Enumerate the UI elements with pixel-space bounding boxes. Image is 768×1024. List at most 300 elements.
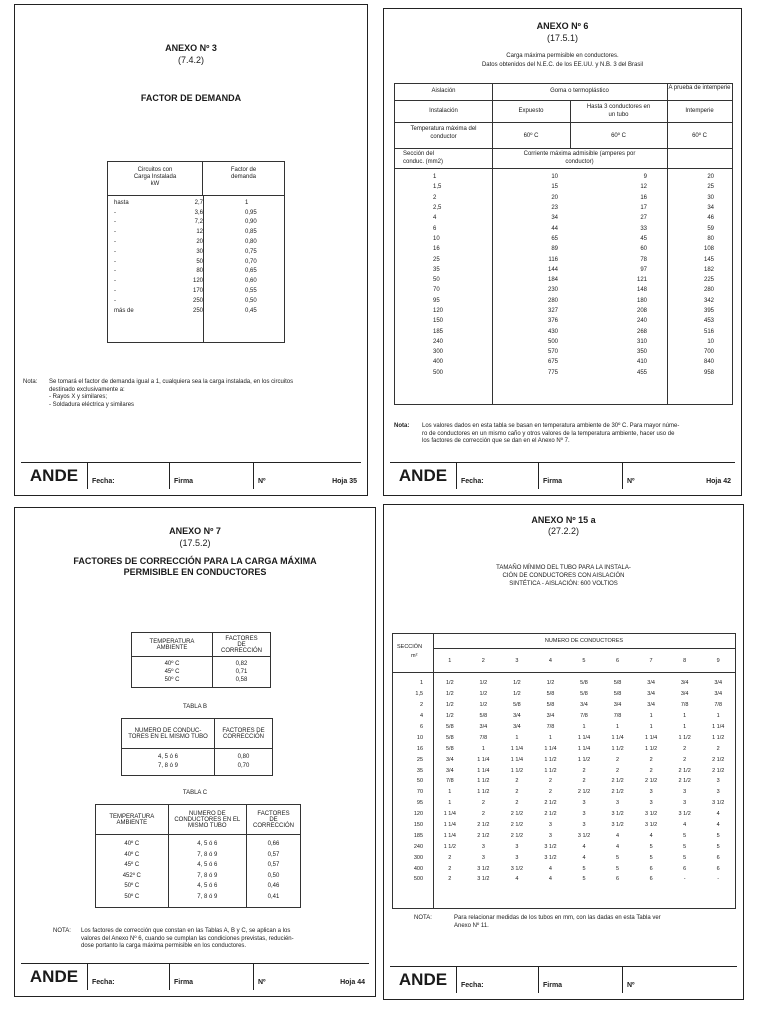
row-factor: 0,65 — [245, 268, 257, 275]
column-header: 7 — [649, 658, 653, 665]
page-footer — [390, 966, 737, 993]
row-conduit-size: 4 — [548, 876, 552, 883]
row-conduit-size: 3/4 — [647, 702, 655, 709]
row-conduit-size: 5 — [616, 854, 620, 861]
table-row — [108, 257, 284, 267]
page-description: TAMAÑO MÍNIMO DEL TUBO PARA LA INSTALA- — [496, 565, 631, 571]
table-row — [395, 265, 732, 275]
row-conduit-size: 1/2 — [445, 702, 454, 709]
column-header: 8 — [683, 658, 687, 665]
row-in-conduit: 240 — [636, 318, 647, 325]
footer-firma: Firma — [174, 478, 194, 485]
row-conduit-size: 7/8 — [546, 724, 555, 730]
row-conduit-size: 1 — [548, 734, 552, 741]
table-row — [395, 306, 732, 316]
row-load: 80 — [196, 268, 203, 275]
row-section: 185 — [413, 832, 424, 839]
row-conduit-size: 1 1/4 — [712, 724, 725, 730]
page-subtitle: FACTOR DE DEMANDA — [140, 93, 242, 103]
row-conduit-size: 2 — [716, 745, 720, 752]
row-section: 70 — [416, 789, 424, 796]
row-conduit-size: 3 — [616, 800, 620, 807]
row-conduit-size: 6 — [716, 865, 720, 872]
row-in-conduit: 60 — [640, 246, 647, 253]
row-outdoor: 280 — [703, 287, 714, 294]
row-exposed: 144 — [547, 266, 558, 273]
row-conduit-size: 3 — [481, 843, 485, 850]
table-row — [393, 743, 735, 754]
conduit-size-table — [392, 633, 736, 909]
table-row — [395, 316, 732, 326]
header-factor-line1: Factor de — [230, 167, 257, 173]
row-conduit-size: 2 1/2 — [577, 789, 591, 796]
page-description-3: SINTÉTICA - AISLACIÓN: 600 VOLTIOS — [509, 581, 618, 587]
row-conduit-size: 3 — [582, 800, 586, 807]
row-conduit-size: 3 — [582, 811, 586, 818]
note-line: Los valores dados en esta tabla se basan en temperatura ambiente de 30º C. Para mayor núme- — [422, 423, 680, 429]
table-row — [393, 852, 735, 863]
table-row — [395, 203, 732, 213]
row-conduit-size: 3 — [716, 789, 720, 796]
row-in-conduit: 16 — [640, 194, 647, 201]
page-subtitle-2: PERMISIBLE EN CONDUCTORES — [123, 567, 267, 577]
row-in-conduit: 268 — [636, 328, 647, 335]
row-conduit-size: 3 1/2 — [712, 800, 725, 807]
row-conduit-size: 3/4 — [513, 724, 521, 730]
note-block — [53, 928, 369, 951]
temp-expuesto: 60º C — [523, 133, 539, 139]
row-conduit-size: 2 1/2 — [644, 778, 658, 785]
table-c-header-temp: TEMPERATURA AMBIENTE — [96, 805, 169, 835]
table-row — [393, 754, 735, 765]
row-section: 6 — [433, 225, 437, 232]
footer-number: Nº — [258, 979, 266, 986]
table-row — [395, 213, 732, 223]
row-conduit-size: 2 — [481, 811, 485, 818]
row-factor: 0,55 — [245, 288, 257, 295]
row-exposed: 500 — [547, 338, 558, 345]
row-section: 500 — [413, 876, 424, 883]
row-conduit-size: 5 — [649, 843, 653, 850]
row-conduit-size: 3/4 — [513, 713, 521, 720]
column-header: 9 — [716, 658, 720, 665]
table-b — [121, 718, 273, 776]
row-conduit-size: 5/8 — [613, 680, 622, 687]
header-numero-conductores: NUMERO DE CONDUCTORES — [544, 638, 624, 644]
table-row — [393, 678, 735, 689]
row-section: 1 — [433, 174, 437, 181]
note-line: - Soldadura eléctrica y similares — [49, 401, 135, 408]
row-conduit-size: 3/4 — [580, 702, 588, 709]
row-conduit-size: 1 1/2 — [544, 756, 557, 763]
row-conduit-size: 3 — [548, 822, 552, 829]
row-conduit-size: 3 — [683, 789, 687, 796]
row-section: 150 — [413, 822, 424, 829]
header-aislacion: Aislación — [431, 88, 456, 94]
header-intemperie: Intemperie — [685, 108, 714, 114]
row-factor: 0,80 — [245, 239, 257, 246]
note-line: dose portanto la carga máxima permisible en los conductores. — [81, 943, 247, 949]
row-conduit-size: 1 1/4 — [644, 734, 658, 741]
row-conduit-size: 1 1/4 — [477, 767, 490, 774]
column-header: 1 — [448, 658, 452, 665]
table-row — [395, 337, 732, 347]
row-conduit-size: 2 1/2 — [544, 800, 557, 807]
row-in-conduit: 208 — [636, 308, 647, 314]
footer-fecha: Fecha: — [92, 478, 115, 485]
row-outdoor: 34 — [707, 205, 714, 212]
row-conduit-size: 6 — [683, 865, 687, 872]
note-line: Para relacionar medidas de los tubos en mm, con las dadas en esta Tabla ver — [454, 915, 661, 921]
row-conduit-size: 3 1/2 — [477, 876, 490, 883]
row-conduit-size: 1/2 — [445, 680, 454, 687]
row-conduit-size: 2 — [481, 800, 485, 807]
row-conduit-size: 2 — [515, 778, 519, 785]
row-conduit-size: 2 — [616, 756, 620, 763]
row-qualifier: - — [114, 288, 116, 295]
row-factor: 0,70 — [245, 258, 257, 265]
row-outdoor: 20 — [707, 174, 714, 181]
row-conduit-size: 2 1/2 — [510, 822, 524, 829]
table-c-value: 0,46 — [267, 883, 280, 890]
row-qualifier: más de — [114, 307, 134, 314]
row-conduit-size: 6 — [716, 854, 720, 861]
row-section: 2,5 — [433, 205, 442, 212]
row-section: 400 — [413, 865, 424, 872]
table-c-num: 7, 8 ó 9 — [197, 872, 218, 879]
row-section: 10 — [416, 734, 424, 741]
conduit-header-cols — [433, 656, 735, 667]
row-conduit-size: 1 — [481, 745, 485, 752]
row-conduit-size: 2 1/2 — [712, 767, 725, 774]
row-exposed: 15 — [551, 184, 558, 191]
row-conduit-size: 3/4 — [445, 767, 454, 774]
row-section: 2 — [419, 702, 424, 709]
row-conduit-size: 2 — [448, 865, 452, 872]
row-qualifier: - — [114, 278, 116, 285]
row-conduit-size: 4 — [515, 876, 519, 883]
row-conduit-size: 1 1/2 — [443, 843, 456, 850]
table-row — [393, 863, 735, 874]
row-factor: 0,85 — [245, 229, 257, 236]
table-c-header-factor: FACTORES DE CORRECCIÓN — [247, 805, 301, 835]
row-conduit-size: 3 — [683, 800, 687, 807]
row-conduit-size: 3 — [649, 789, 653, 796]
row-in-conduit: 350 — [636, 349, 647, 356]
row-section: 1,5 — [433, 184, 442, 191]
page-anexo-6 — [383, 8, 742, 496]
row-factor: 0,60 — [245, 278, 257, 285]
row-conduit-size: 5 — [683, 854, 687, 861]
note-block — [394, 423, 734, 446]
row-conduit-size: 5 — [582, 865, 586, 872]
row-outdoor: 59 — [707, 225, 714, 232]
table-row — [395, 244, 732, 254]
row-conduit-size: 1 1/4 — [577, 734, 591, 741]
table-row — [395, 234, 732, 244]
row-conduit-size: 2 — [448, 854, 452, 861]
header-goma: Goma o termoplástico — [550, 88, 609, 94]
table-row — [395, 223, 732, 233]
table-c — [95, 804, 301, 908]
table-row — [393, 841, 735, 852]
table-row — [108, 218, 284, 228]
row-conduit-size: 2 1/2 — [510, 811, 524, 818]
row-qualifier: - — [114, 258, 116, 265]
row-conduit-size: 5/8 — [546, 691, 555, 698]
table-c-temp: 40º C — [124, 851, 140, 858]
row-conduit-size: 2 — [515, 800, 519, 807]
row-conduit-size: 3 — [515, 843, 519, 850]
row-exposed: 184 — [547, 277, 558, 284]
row-conduit-size: 1 1/4 — [510, 756, 524, 763]
row-conduit-size: 1 1/2 — [544, 767, 557, 774]
row-exposed: 23 — [551, 205, 558, 212]
row-conduit-size: 3/4 — [680, 680, 689, 687]
row-conduit-size: 2 — [548, 789, 552, 796]
row-section: 1,5 — [415, 691, 424, 698]
row-conduit-size: 1 1/4 — [443, 832, 456, 839]
row-conduit-size: 5 — [649, 854, 653, 861]
table-row — [108, 276, 284, 286]
row-load: 250 — [192, 297, 203, 304]
header-seccion: SECCIÓN — [397, 644, 423, 650]
row-exposed: 327 — [547, 308, 558, 314]
row-conduit-size: 7/8 — [445, 778, 454, 785]
row-in-conduit: 410 — [636, 359, 647, 366]
table-row — [393, 874, 735, 885]
row-conduit-size: 2 1/2 — [712, 756, 725, 763]
row-conduit-size: 5/8 — [513, 702, 521, 709]
temp-intemperie: 60º C — [692, 133, 707, 139]
row-conduit-size: 1 1/4 — [477, 756, 490, 763]
header-circuits-line1: Circuitos con — [137, 167, 173, 173]
table-a-value: 0,58 — [235, 677, 248, 683]
footer-fecha: Fecha: — [92, 979, 115, 986]
header-temperatura: Temperatura máxima del conductor — [410, 126, 477, 140]
table-b-value: 0,80 — [237, 754, 250, 760]
row-conduit-size: 1 1/2 — [510, 767, 524, 774]
row-conduit-size: 7/8 — [580, 713, 588, 720]
row-conduit-size: 3 1/2 — [577, 832, 591, 839]
row-qualifier: hasta — [114, 199, 129, 206]
note-label: Nota: — [23, 379, 38, 385]
table-row — [395, 326, 732, 336]
row-conduit-size: 4 — [616, 832, 620, 839]
table-row — [108, 208, 284, 218]
row-factor: 0,90 — [245, 219, 257, 226]
row-conduit-size: 5/8 — [445, 734, 454, 741]
table-b-num: 4, 5 ó 6 — [157, 754, 178, 760]
demand-factor-table — [107, 161, 285, 343]
table-c-value: 0,57 — [267, 851, 280, 858]
ampacity-rows — [395, 172, 732, 378]
row-conduit-size: 7/8 — [714, 702, 723, 709]
row-conduit-size: 6 — [649, 876, 653, 883]
row-qualifier: - — [114, 248, 116, 255]
row-outdoor: 516 — [703, 328, 714, 335]
table-row — [108, 227, 284, 237]
row-conduit-size: 1 1/2 — [477, 778, 490, 785]
row-conduit-size: 3 — [548, 832, 552, 839]
column-header: 3 — [515, 658, 519, 665]
row-conduit-size: 3 1/2 — [510, 865, 524, 872]
header-unit: m² — [411, 653, 418, 659]
table-row — [393, 809, 735, 820]
row-conduit-size: 1 1/4 — [510, 745, 524, 752]
table-row — [393, 765, 735, 776]
note-line: destinado exclusivamente a: — [49, 386, 125, 393]
note-line: valores del Anexo Nº 6, cuando se cumplan las condiciones previstas, reducién- — [81, 935, 294, 942]
row-conduit-size: 1 1/2 — [712, 734, 725, 741]
table-c-header-num: NUMERO DE CONDUCTORES EN EL MISMO TUBO — [168, 805, 246, 835]
row-section: 4 — [433, 215, 437, 222]
row-conduit-size: 5/8 — [445, 724, 454, 730]
column-header: 2 — [481, 658, 485, 665]
row-factor: 0,50 — [245, 297, 257, 304]
row-conduit-size: 5/8 — [445, 745, 454, 752]
row-factor: 0,95 — [245, 209, 257, 216]
table-a-temp: 40º C — [164, 661, 180, 667]
header-expuesto: Expuesto — [518, 108, 544, 114]
table-row — [395, 193, 732, 203]
header-circuits-line3: kW — [150, 181, 160, 187]
page-description: Carga máxima permisible en conductores. — [506, 53, 619, 59]
page-anexo-7 — [14, 507, 376, 997]
table-row — [393, 722, 735, 733]
row-load: 2,7 — [194, 199, 203, 206]
row-conduit-size: 2 1/2 — [477, 822, 490, 829]
table-b-value: 0,70 — [237, 763, 250, 769]
table-b-header-num: NUMERO DE CONDUC-TORES EN EL MISMO TUBO — [122, 719, 215, 749]
row-outdoor: 145 — [703, 256, 714, 263]
table-row — [393, 830, 735, 841]
row-in-conduit: 121 — [636, 277, 647, 284]
row-conduit-size: 2 1/2 — [510, 832, 524, 839]
page-subtitle: FACTORES DE CORRECCIÓN PARA LA CARGA MÁXIMA — [73, 556, 317, 566]
table-b-label: TABLA B — [183, 704, 207, 710]
row-conduit-size: 3/4 — [647, 691, 655, 698]
header-hasta3: Hasta 3 conductores en un tubo — [586, 104, 651, 118]
note-block — [23, 379, 359, 409]
table-c-temp: 45º C — [124, 862, 140, 869]
row-conduit-size: 1 1/2 — [577, 756, 591, 763]
table-c-temp: 50º C — [124, 893, 140, 900]
row-conduit-size: 1 — [683, 713, 687, 720]
table-a-header-factor: FACTORES DE CORRECCIÓN — [213, 633, 271, 657]
row-conduit-size: 2 — [683, 745, 687, 752]
table-b-num: 7, 8 ó 9 — [157, 763, 178, 769]
table-row — [393, 776, 735, 787]
column-header: 6 — [615, 658, 620, 665]
table-row — [108, 267, 284, 277]
row-section: 150 — [433, 318, 444, 325]
row-in-conduit: 97 — [640, 266, 647, 273]
row-conduit-size: 6 — [649, 865, 653, 872]
page-footer — [21, 963, 369, 990]
row-conduit-size: 1/2 — [479, 702, 488, 709]
table-c-temp: 50º C — [124, 883, 140, 890]
row-section: 35 — [416, 767, 424, 774]
row-exposed: 34 — [551, 215, 558, 222]
footer-sheet-number: Hoja 35 — [332, 478, 357, 485]
row-conduit-size: 4 — [616, 843, 620, 850]
page-title: ANEXO Nº 3 — [165, 43, 217, 53]
table-a-temp: 45º C — [164, 669, 180, 675]
row-outdoor: 840 — [703, 359, 714, 366]
table-a — [131, 632, 271, 688]
row-conduit-size: 1 1/4 — [544, 745, 557, 752]
table-a-value: 0,71 — [235, 669, 248, 675]
row-conduit-size: 2 — [649, 767, 653, 774]
row-conduit-size: 1 1/2 — [678, 734, 691, 741]
row-section: 120 — [413, 811, 424, 818]
row-qualifier: - — [114, 209, 116, 216]
row-conduit-size: 1 — [683, 724, 687, 730]
row-conduit-size: 3 — [716, 778, 720, 785]
note-line: Se tomará el factor de demanda igual a 1, cualquiera sea la carga instalada, en los circuitos — [49, 379, 294, 385]
row-conduit-size: 2 — [649, 756, 653, 763]
row-conduit-size: 5 — [683, 832, 687, 839]
row-conduit-size: 7/8 — [680, 702, 689, 709]
page-reference: (7.4.2) — [177, 55, 204, 65]
row-conduit-size: 1 — [448, 789, 452, 796]
row-conduit-size: 1 — [448, 800, 452, 807]
conduit-rows — [393, 678, 735, 885]
row-load: 50 — [196, 258, 203, 265]
row-section: 16 — [433, 246, 440, 253]
row-conduit-size: 1 1/4 — [443, 811, 456, 818]
table-c-num: 7, 8 ó 9 — [197, 893, 218, 900]
row-conduit-size: 3/4 — [680, 691, 689, 698]
row-conduit-size: 3/4 — [613, 702, 622, 709]
table-row — [108, 247, 284, 257]
note-block — [414, 915, 734, 930]
row-conduit-size: 4 — [582, 843, 586, 850]
row-conduit-size: - — [717, 876, 720, 883]
row-in-conduit: 180 — [636, 297, 647, 304]
row-conduit-size: 7/8 — [613, 713, 622, 720]
row-exposed: 675 — [547, 359, 558, 366]
row-conduit-size: 1 1/4 — [611, 734, 624, 741]
footer-sheet-number: Hoja 44 — [340, 979, 365, 986]
row-conduit-size: 5 — [683, 843, 687, 850]
row-outdoor: 700 — [703, 349, 714, 356]
table-row — [395, 275, 732, 285]
row-conduit-size: 2 — [683, 756, 687, 763]
row-exposed: 376 — [547, 318, 558, 325]
row-exposed: 430 — [547, 328, 558, 335]
row-in-conduit: 9 — [643, 174, 647, 181]
row-conduit-size: 1 1/4 — [577, 745, 591, 752]
row-conduit-size: 1/2 — [513, 680, 521, 687]
page-title: ANEXO Nº 6 — [536, 21, 589, 31]
footer-number: Nº — [627, 478, 635, 485]
row-conduit-size: 1 — [515, 734, 519, 741]
table-row — [395, 182, 732, 192]
row-conduit-size: 4 — [582, 854, 586, 861]
table-c-value: 0,57 — [267, 862, 280, 869]
row-conduit-size: 1 1/2 — [611, 745, 624, 752]
table-a-header-temp: TEMPERATURA AMBIENTE — [132, 633, 213, 657]
row-conduit-size: 2 1/2 — [611, 778, 624, 785]
row-conduit-size: 3/4 — [445, 756, 454, 763]
page-footer — [390, 462, 735, 489]
row-in-conduit: 27 — [640, 215, 647, 222]
row-conduit-size: 4 — [548, 865, 552, 872]
row-conduit-size: 3 1/2 — [678, 811, 691, 818]
row-in-conduit: 33 — [640, 225, 647, 232]
